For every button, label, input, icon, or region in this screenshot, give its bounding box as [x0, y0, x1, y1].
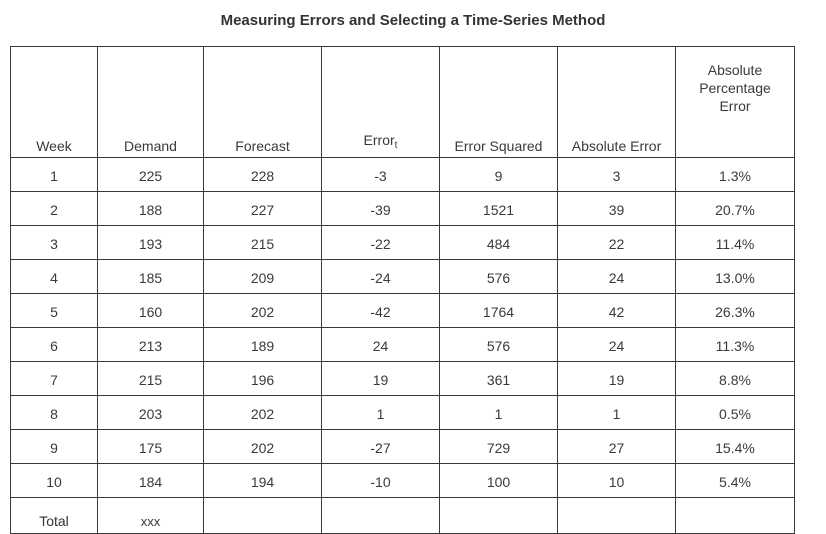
header-demand: Demand	[98, 47, 204, 158]
total-row	[11, 498, 795, 534]
cell-error-squared: 100	[440, 464, 558, 498]
cell-week: 6	[11, 328, 98, 362]
cell-error: -27	[322, 430, 440, 464]
header-absolute-error: Absolute Error	[558, 47, 676, 158]
cell-error-squared: 576	[440, 260, 558, 294]
header-ape-line2: Percentage	[699, 80, 771, 96]
cell-demand: 184	[98, 464, 204, 498]
cell-error: -42	[322, 294, 440, 328]
cell-ape: 15.4%	[676, 430, 795, 464]
cell-demand: 213	[98, 328, 204, 362]
table-row	[11, 226, 795, 260]
cell-absolute-error: 39	[558, 192, 676, 226]
table-row	[11, 396, 795, 430]
header-absolute-percentage-error	[676, 47, 795, 158]
header-error	[322, 47, 440, 158]
header-ape-line1: Absolute	[707, 62, 763, 78]
cell-forecast: 202	[204, 396, 322, 430]
cell-week: 1	[11, 158, 98, 192]
cell-demand: 225	[98, 158, 204, 192]
cell-error: 19	[322, 362, 440, 396]
cell-demand: 193	[98, 226, 204, 260]
cell-forecast: 189	[204, 328, 322, 362]
header-forecast: Forecast	[204, 47, 322, 158]
table-row	[11, 158, 795, 192]
cell-week: 2	[11, 192, 98, 226]
total-error-squared	[440, 498, 558, 534]
cell-week: 4	[11, 260, 98, 294]
cell-error: -22	[322, 226, 440, 260]
cell-absolute-error: 22	[558, 226, 676, 260]
cell-demand: 175	[98, 430, 204, 464]
cell-absolute-error: 24	[558, 260, 676, 294]
cell-error: 24	[322, 328, 440, 362]
cell-forecast: 194	[204, 464, 322, 498]
total-ape	[676, 498, 795, 534]
cell-week: 8	[11, 396, 98, 430]
cell-ape: 5.4%	[676, 464, 795, 498]
cell-error-squared: 576	[440, 328, 558, 362]
cell-error-squared: 1	[440, 396, 558, 430]
header-week: Week	[11, 47, 98, 158]
cell-error: 1	[322, 396, 440, 430]
total-forecast	[204, 498, 322, 534]
cell-absolute-error: 27	[558, 430, 676, 464]
cell-forecast: 228	[204, 158, 322, 192]
cell-week: 3	[11, 226, 98, 260]
total-demand: xxx	[98, 498, 204, 534]
cell-forecast: 202	[204, 430, 322, 464]
table-row	[11, 260, 795, 294]
cell-ape: 1.3%	[676, 158, 795, 192]
table-row	[11, 294, 795, 328]
cell-absolute-error: 1	[558, 396, 676, 430]
header-ape-line3: Error	[719, 98, 751, 114]
cell-ape: 0.5%	[676, 396, 795, 430]
table-row	[11, 362, 795, 396]
table-body	[11, 158, 795, 498]
cell-demand: 185	[98, 260, 204, 294]
cell-forecast: 202	[204, 294, 322, 328]
cell-absolute-error: 19	[558, 362, 676, 396]
cell-ape: 13.0%	[676, 260, 795, 294]
cell-error: -10	[322, 464, 440, 498]
page-title: Measuring Errors and Selecting a Time-Series Method	[220, 12, 606, 29]
cell-forecast: 196	[204, 362, 322, 396]
cell-ape: 20.7%	[676, 192, 795, 226]
cell-error: -24	[322, 260, 440, 294]
table-row	[11, 192, 795, 226]
header-error-squared: Error Squared	[440, 47, 558, 158]
cell-forecast: 227	[204, 192, 322, 226]
cell-ape: 8.8%	[676, 362, 795, 396]
cell-error: -3	[322, 158, 440, 192]
cell-absolute-error: 42	[558, 294, 676, 328]
cell-error-squared: 729	[440, 430, 558, 464]
cell-forecast: 209	[204, 260, 322, 294]
cell-week: 7	[11, 362, 98, 396]
cell-error-squared: 9	[440, 158, 558, 192]
cell-error-squared: 361	[440, 362, 558, 396]
cell-demand: 188	[98, 192, 204, 226]
table-row	[11, 328, 795, 362]
header-row	[11, 47, 795, 158]
cell-absolute-error: 24	[558, 328, 676, 362]
cell-ape: 11.3%	[676, 328, 795, 362]
cell-error-squared: 1521	[440, 192, 558, 226]
cell-demand: 160	[98, 294, 204, 328]
total-error	[322, 498, 440, 534]
cell-demand: 215	[98, 362, 204, 396]
cell-error: -39	[322, 192, 440, 226]
cell-demand: 203	[98, 396, 204, 430]
cell-absolute-error: 3	[558, 158, 676, 192]
error-table	[10, 46, 795, 534]
cell-error-squared: 484	[440, 226, 558, 260]
cell-ape: 11.4%	[676, 226, 795, 260]
cell-week: 9	[11, 430, 98, 464]
header-error-label: Error	[363, 132, 395, 148]
cell-forecast: 215	[204, 226, 322, 260]
total-absolute-error	[558, 498, 676, 534]
total-label: Total	[11, 498, 98, 534]
cell-error-squared: 1764	[440, 294, 558, 328]
cell-week: 5	[11, 294, 98, 328]
cell-ape: 26.3%	[676, 294, 795, 328]
header-error-subscript: t	[394, 140, 398, 151]
cell-week: 10	[11, 464, 98, 498]
table-row	[11, 430, 795, 464]
table-row	[11, 464, 795, 498]
cell-absolute-error: 10	[558, 464, 676, 498]
